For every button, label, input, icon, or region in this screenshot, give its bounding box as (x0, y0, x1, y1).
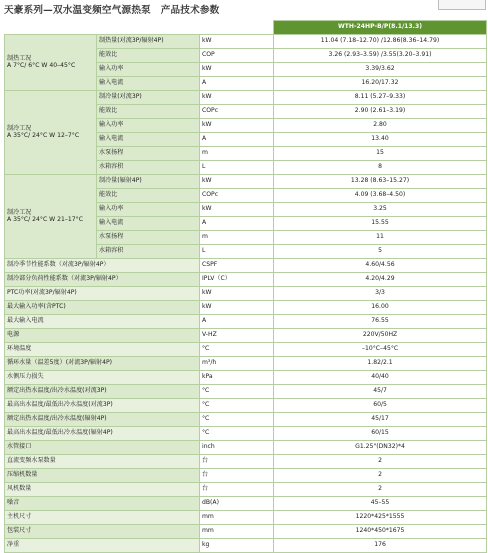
unit-cell: m (200, 231, 274, 245)
value-cell: 8 (274, 161, 487, 175)
condition-spec: A 35°C/ 24°C W 21–17°C (7, 215, 83, 223)
param-label: 输入功率 (97, 63, 200, 77)
table-row (5, 175, 487, 189)
unit-cell: COP (200, 49, 274, 63)
param-label: 噪音 (5, 497, 200, 511)
value-cell: 45/17 (274, 413, 487, 427)
unit-cell: inch (200, 441, 274, 455)
value-cell: 13.40 (274, 133, 487, 147)
param-label: 能效比 (97, 105, 200, 119)
unit-cell: A (200, 315, 274, 329)
param-label: 能效比 (97, 49, 200, 63)
unit-cell: kW (200, 63, 274, 77)
value-cell: 1240*450*1675 (274, 525, 487, 539)
unit-cell: IPLV（C） (200, 273, 274, 287)
unit-cell: COPc (200, 189, 274, 203)
param-label: 制热量(对流3P/辐射4P) (97, 35, 200, 49)
unit-cell: kW (200, 203, 274, 217)
value-cell: 3.25 (274, 203, 487, 217)
param-label: 制冷部分负荷性能系数（对流3P/辐射4P） (5, 273, 200, 287)
unit-cell: °C (200, 385, 274, 399)
corner-image-fragment (438, 0, 486, 10)
table-row (5, 343, 487, 357)
unit-cell: A (200, 133, 274, 147)
header-blank-cell (5, 21, 274, 35)
unit-cell: °C (200, 413, 274, 427)
value-cell: 4.20/4.29 (274, 273, 487, 287)
value-cell: 2 (274, 483, 487, 497)
param-label: 风机数量 (5, 483, 200, 497)
unit-cell: COPc (200, 105, 274, 119)
value-cell: –10°C–45°C (274, 343, 487, 357)
unit-cell: °C (200, 343, 274, 357)
table-row (5, 497, 487, 511)
value-cell: G1.25"(DN32)*4 (274, 441, 487, 455)
table-row (5, 287, 487, 301)
table-row (5, 329, 487, 343)
page-title: 天豪系列—双水温变频空气源热泵 产品技术参数 (4, 5, 220, 16)
value-cell: 60/5 (274, 399, 487, 413)
value-cell: 11.04 (7.18–12.70) /12.86(8.36–14.79) (274, 35, 487, 49)
table-row (5, 35, 487, 49)
value-cell: 3.26 (2.93–3.59) /3.55(3.20–3.91) (274, 49, 487, 63)
condition-name: 制冷工况 (7, 209, 32, 216)
value-cell: 2.90 (2.61–3.19) (274, 105, 487, 119)
unit-cell: kW (200, 91, 274, 105)
param-label: 输入功率 (97, 119, 200, 133)
param-label: 额定出热水温度/出冷水温度(对流3P) (5, 385, 200, 399)
unit-cell: L (200, 161, 274, 175)
value-cell: 40/40 (274, 371, 487, 385)
unit-cell: kW (200, 175, 274, 189)
param-label: 输入电流 (97, 77, 200, 91)
param-label: 输入电流 (97, 217, 200, 231)
value-cell: 2 (274, 469, 487, 483)
condition-name: 制冷工况 (7, 125, 32, 132)
param-label: 水侧压力损失 (5, 371, 200, 385)
param-label: 制冷季节性能系数（对流3P/辐射4P） (5, 259, 200, 273)
param-label: 制冷量(辐射4P) (97, 175, 200, 189)
param-label: 额定出热水温度/出冷水温度(辐射4P) (5, 413, 200, 427)
table-row (5, 259, 487, 273)
condition-spec: A 35°C/ 24°C W 12–7°C (7, 131, 80, 139)
param-label: 最大输入电流 (5, 315, 200, 329)
value-cell: 76.55 (274, 315, 487, 329)
unit-cell: kW (200, 287, 274, 301)
table-row (5, 399, 487, 413)
param-label: 制冷量(对流3P) (97, 91, 200, 105)
unit-cell: dB(A) (200, 497, 274, 511)
table-row (5, 301, 487, 315)
param-label: PTC功率(对流3P/辐射4P) (5, 287, 200, 301)
unit-cell: kW (200, 301, 274, 315)
table-row (5, 511, 487, 525)
unit-cell: 台 (200, 455, 274, 469)
unit-cell: V-HZ (200, 329, 274, 343)
unit-cell: °C (200, 399, 274, 413)
table-row (5, 385, 487, 399)
value-cell: 220V/50HZ (274, 329, 487, 343)
unit-cell: m³/h (200, 357, 274, 371)
table-row (5, 273, 487, 287)
unit-cell: mm (200, 511, 274, 525)
value-cell: 45–55 (274, 497, 487, 511)
unit-cell: kW (200, 35, 274, 49)
spec-table (4, 20, 487, 553)
param-label: 最大输入功率(含PTC) (5, 301, 200, 315)
param-label: 水泵扬程 (97, 147, 200, 161)
value-cell: 16.20/17.32 (274, 77, 487, 91)
param-label: 直流变频水泵数量 (5, 455, 200, 469)
unit-cell: CSPF (200, 259, 274, 273)
value-cell: 11 (274, 231, 487, 245)
param-label: 水箱容积 (97, 161, 200, 175)
header-row (5, 21, 487, 35)
value-cell: 3/3 (274, 287, 487, 301)
table-row (5, 315, 487, 329)
unit-cell: m (200, 147, 274, 161)
model-header: WTH-24HP-B/P(8.1/13.3) (274, 21, 487, 35)
condition-group-label (5, 91, 97, 175)
param-label: 电源 (5, 329, 200, 343)
param-label: 主机尺寸 (5, 511, 200, 525)
condition-name: 制热工况 (7, 55, 32, 62)
value-cell: 60/15 (274, 427, 487, 441)
table-row (5, 357, 487, 371)
value-cell: 5 (274, 245, 487, 259)
param-label: 净重 (5, 539, 200, 553)
value-cell: 3.39/3.62 (274, 63, 487, 77)
param-label: 循环水量（温差5度）(对流3P/辐射4P) (5, 357, 200, 371)
param-label: 包装尺寸 (5, 525, 200, 539)
value-cell: 1.82/2.1 (274, 357, 487, 371)
unit-cell: L (200, 245, 274, 259)
value-cell: 4.09 (3.68–4.50) (274, 189, 487, 203)
param-label: 输入电流 (97, 133, 200, 147)
table-row (5, 427, 487, 441)
value-cell: 15.55 (274, 217, 487, 231)
param-label: 最高出水温度/最低出冷水温度(辐射4P) (5, 427, 200, 441)
value-cell: 13.28 (8.63–15.27) (274, 175, 487, 189)
table-row (5, 413, 487, 427)
param-label: 水箱容积 (97, 245, 200, 259)
unit-cell: kPa (200, 371, 274, 385)
param-label: 能效比 (97, 189, 200, 203)
value-cell: 8.11 (5.27–9.33) (274, 91, 487, 105)
spec-table-body (5, 21, 487, 553)
unit-cell: 台 (200, 483, 274, 497)
param-label: 水管接口 (5, 441, 200, 455)
value-cell: 15 (274, 147, 487, 161)
value-cell: 2 (274, 455, 487, 469)
value-cell: 176 (274, 539, 487, 553)
table-row (5, 455, 487, 469)
value-cell: 2.80 (274, 119, 487, 133)
unit-cell: A (200, 217, 274, 231)
value-cell: 16.00 (274, 301, 487, 315)
value-cell: 1220*425*1555 (274, 511, 487, 525)
value-cell: 4.60/4.56 (274, 259, 487, 273)
param-label: 环境温度 (5, 343, 200, 357)
param-label: 压缩机数量 (5, 469, 200, 483)
condition-group-label (5, 35, 97, 91)
table-row (5, 469, 487, 483)
table-row (5, 525, 487, 539)
unit-cell: A (200, 77, 274, 91)
unit-cell: kW (200, 119, 274, 133)
unit-cell: mm (200, 525, 274, 539)
table-row (5, 371, 487, 385)
unit-cell: 台 (200, 469, 274, 483)
condition-group-label (5, 175, 97, 259)
table-row (5, 483, 487, 497)
param-label: 输入功率 (97, 203, 200, 217)
param-label: 水泵扬程 (97, 231, 200, 245)
param-label: 最高出水温度/最低出冷水温度(对流3P) (5, 399, 200, 413)
unit-cell: °C (200, 427, 274, 441)
unit-cell: kg (200, 539, 274, 553)
condition-spec: A 7°C/ 6°C W 40–45°C (7, 61, 76, 69)
table-row (5, 441, 487, 455)
value-cell: 45/7 (274, 385, 487, 399)
table-row (5, 91, 487, 105)
